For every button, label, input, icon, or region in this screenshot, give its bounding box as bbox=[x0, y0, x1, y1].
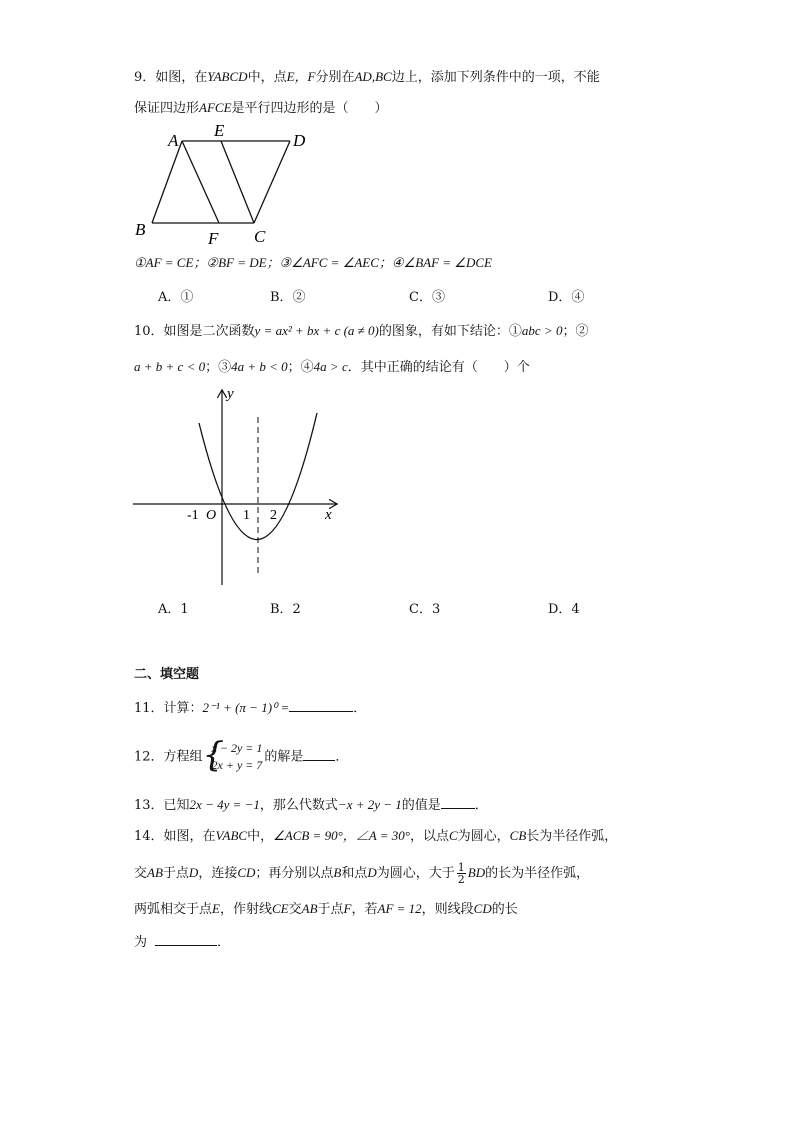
q9-text: E，F bbox=[286, 69, 316, 84]
q14-text: AF = 12 bbox=[377, 901, 422, 916]
q10-text: 10．如图是二次函数 bbox=[134, 324, 255, 339]
q13-expression: −x + 2y − 1 bbox=[337, 797, 402, 812]
q14-text: ，若 bbox=[351, 902, 378, 917]
q10-option-a[interactable]: A．1 bbox=[158, 602, 189, 617]
q9-segment-af bbox=[182, 141, 219, 223]
q14-text: B bbox=[333, 865, 342, 880]
x-axis-label: x bbox=[325, 507, 332, 523]
q14-text: 长为半径作弧， bbox=[526, 829, 618, 844]
q9-line2 bbox=[134, 99, 388, 118]
q14-text: 交 bbox=[288, 902, 302, 917]
q9-segment-ec bbox=[221, 141, 254, 223]
q14-text: 交 bbox=[134, 866, 148, 881]
q9-edge-ab bbox=[152, 141, 182, 223]
y-axis-label: y bbox=[227, 386, 234, 402]
q9-text: ABCD bbox=[213, 69, 248, 84]
q10-option-c[interactable]: C．3 bbox=[409, 602, 441, 617]
q11-text: 11．计算： bbox=[134, 701, 203, 716]
q9-option-b[interactable]: B．② bbox=[270, 290, 306, 305]
q13-line bbox=[134, 794, 488, 815]
q9-text: 保证四边形 bbox=[134, 101, 200, 116]
q12-equation-2: 2x + y = 7 bbox=[211, 758, 263, 772]
q11-expression: 2⁻¹ + (π − 1)⁰ = bbox=[202, 700, 290, 715]
q10-text: ；④ bbox=[287, 360, 314, 375]
q9-label-c: C bbox=[254, 227, 266, 246]
q14-fraction bbox=[457, 862, 466, 885]
q14-answer-blank[interactable] bbox=[155, 931, 217, 946]
q9-parallelogram-symbol: Y bbox=[207, 69, 214, 84]
section-title: 二、填空题 bbox=[134, 667, 200, 682]
q10-text: ；② bbox=[562, 324, 589, 339]
q10-conclusion-1: abc > 0 bbox=[521, 323, 563, 338]
q14-text: CD bbox=[473, 901, 492, 916]
q11-text: ． bbox=[353, 701, 367, 716]
origin-label: O bbox=[206, 508, 217, 523]
q10-option-d[interactable]: D．4 bbox=[548, 602, 580, 617]
q14-text: AB bbox=[147, 865, 163, 880]
q9-text: 9．如图，在 bbox=[134, 70, 208, 85]
q14-text: ，以点 bbox=[409, 829, 449, 844]
q9-conditions: ①AF = CE；②BF = DE；③∠AFC = ∠AEC；④∠BAF = ∠DCE bbox=[134, 255, 492, 270]
q14-text: BD bbox=[467, 865, 486, 880]
q14-text: 为圆心，大于 bbox=[376, 866, 455, 881]
q14-line2 bbox=[134, 860, 589, 887]
q9-text: 中，点 bbox=[247, 70, 287, 85]
q10-option-b[interactable]: B．2 bbox=[270, 602, 301, 617]
q14-text: VABC bbox=[215, 828, 248, 843]
q10-text: ；③ bbox=[205, 360, 232, 375]
q11-answer-blank[interactable] bbox=[289, 697, 353, 712]
q14-text: ，则线段 bbox=[421, 902, 474, 917]
q12-equation-1: x − 2y = 1 bbox=[211, 741, 263, 755]
q14-text: 于点 bbox=[317, 902, 344, 917]
q14-text: 为圆心， bbox=[457, 829, 510, 844]
brace-icon: { bbox=[202, 735, 225, 775]
q14-text: 于点 bbox=[162, 866, 189, 881]
q10-function: y = ax² + bx + c (a ≠ 0) bbox=[254, 323, 379, 338]
q13-text: ，那么代数式 bbox=[259, 798, 338, 813]
q14-line4 bbox=[134, 931, 230, 952]
q14-text: 和点 bbox=[341, 866, 368, 881]
q9-option-d[interactable]: D．④ bbox=[548, 290, 585, 305]
q9-label-b: B bbox=[135, 220, 146, 239]
q14-text: E bbox=[212, 901, 220, 916]
q14-line3 bbox=[134, 900, 518, 919]
q12-text: 的解是 bbox=[264, 749, 304, 765]
q10-conclusion-4: 4a > c bbox=[313, 359, 348, 374]
q10-conclusion-2: a + b + c < 0 bbox=[134, 359, 206, 374]
q9-text: 分别在 bbox=[315, 70, 355, 85]
q14-text: 中， bbox=[247, 829, 274, 844]
q10-line2 bbox=[134, 358, 530, 377]
q14-text: F bbox=[343, 901, 352, 916]
q9-line1 bbox=[134, 68, 600, 87]
q13-text: 13．已知 bbox=[134, 798, 190, 813]
q13-text: 的值是 bbox=[401, 798, 441, 813]
q14-text: 的长 bbox=[491, 902, 518, 917]
q12-answer-blank[interactable] bbox=[303, 746, 335, 761]
q9-label-a: A bbox=[168, 131, 179, 150]
q10-parabola-graph bbox=[130, 385, 345, 590]
q14-text: 两弧相交于点 bbox=[134, 902, 213, 917]
q13-answer-blank[interactable] bbox=[441, 794, 475, 809]
q12-line bbox=[134, 735, 349, 775]
q9-parallelogram-figure bbox=[130, 118, 320, 248]
q14-text: AB bbox=[301, 901, 318, 916]
q9-edge-dc bbox=[254, 141, 290, 223]
q13-text: ． bbox=[474, 798, 488, 813]
q14-text: D bbox=[188, 865, 199, 880]
q9-option-a[interactable]: A．① bbox=[158, 290, 194, 305]
q9-label-f: F bbox=[208, 229, 219, 248]
q10-text: ．其中正确的结论有（ ）个 bbox=[347, 360, 530, 375]
q12-text: 12．方程组 bbox=[134, 749, 203, 765]
tick-label-1: 1 bbox=[243, 508, 250, 523]
fraction-numerator: 1 bbox=[457, 861, 465, 874]
q12-text: ． bbox=[335, 749, 349, 765]
q14-text: ；再分别以点 bbox=[255, 866, 334, 881]
q9-option-c[interactable]: C．③ bbox=[409, 290, 445, 305]
q14-text: ，作射线 bbox=[219, 902, 272, 917]
q14-text: ，连接 bbox=[198, 866, 238, 881]
q14-line1 bbox=[134, 827, 617, 846]
q11-line bbox=[134, 697, 366, 718]
q14-text: 的长为半径作弧， bbox=[485, 866, 590, 881]
q9-text: AD,BC bbox=[354, 69, 392, 84]
q14-text: ． bbox=[217, 935, 231, 950]
q12-equation-system bbox=[202, 735, 263, 775]
q9-label-d: D bbox=[293, 131, 306, 150]
fraction-denominator: 2 bbox=[457, 873, 465, 886]
q10-conclusion-3: 4a + b < 0 bbox=[231, 359, 288, 374]
q14-text: CE bbox=[271, 901, 289, 916]
tick-label-neg1: -1 bbox=[187, 508, 199, 523]
q14-text: ∠ACB = 90°，∠A = 30° bbox=[273, 828, 410, 843]
q14-text: 14．如图，在 bbox=[134, 829, 216, 844]
q9-label-e: E bbox=[214, 121, 225, 140]
q14-text: CB bbox=[509, 828, 527, 843]
q9-text: 边上，添加下列条件中的一项，不能 bbox=[391, 70, 600, 85]
q9-text: 是平行四边形的是（ ） bbox=[231, 101, 388, 116]
q14-text: D bbox=[367, 865, 377, 880]
q14-text: 为 bbox=[134, 935, 148, 950]
tick-label-2: 2 bbox=[270, 508, 277, 523]
q9-text: AFCE bbox=[199, 100, 232, 115]
q14-text: C bbox=[448, 828, 458, 843]
q13-given: 2x − 4y = −1 bbox=[189, 797, 260, 812]
q10-text: 的图象，有如下结论：① bbox=[378, 324, 522, 339]
q14-text: CD bbox=[237, 865, 256, 880]
q10-line1 bbox=[134, 322, 588, 341]
